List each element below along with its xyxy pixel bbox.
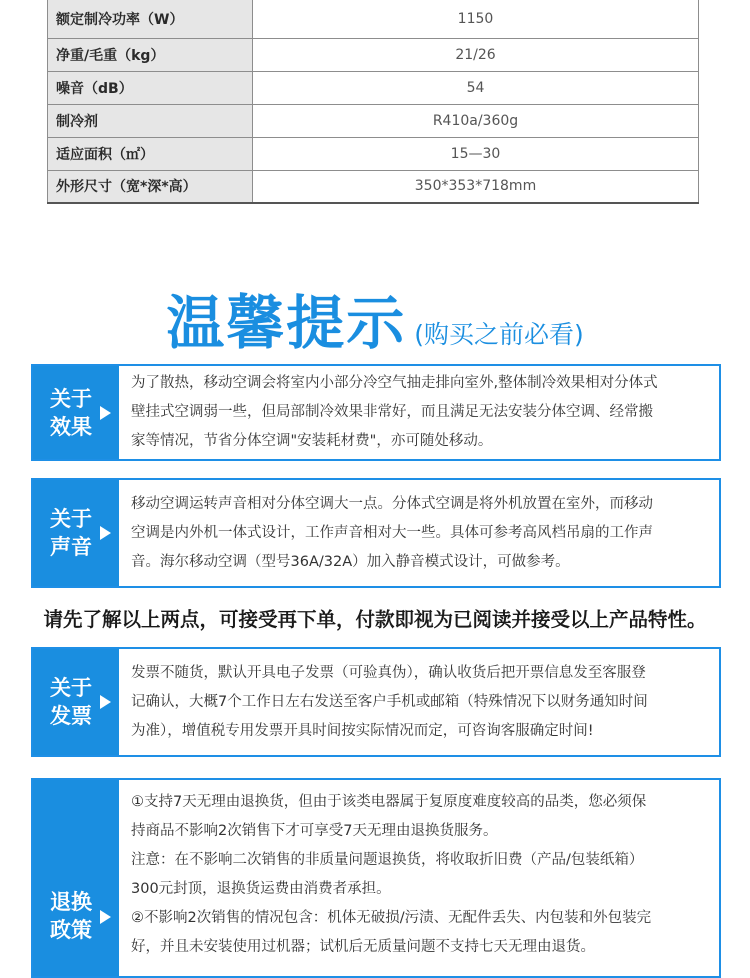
- notice-body: [131, 480, 709, 586]
- spec-table: [47, 0, 699, 204]
- notice-line: 注意：在不影响二次销售的非质量问题退换货，将收取折旧费（产品/包装纸箱）: [131, 852, 644, 868]
- notice-effect: [31, 364, 721, 461]
- notice-line: 持商品不影响2次销售下才可享受7天无理由退换货服务。: [131, 823, 498, 839]
- spec-row: [48, 38, 699, 71]
- notice-body: [131, 649, 709, 755]
- notice-line: ①支持7天无理由退换货，但由于该类电器属于复原度难度较高的品类，您必须保: [131, 794, 647, 810]
- notice-body: [131, 366, 709, 459]
- notice-line: ②不影响2次销售的情况包含：机体无破损/污渍、无配件丢失、内包装和外包装完: [131, 910, 652, 926]
- spec-row: [48, 0, 699, 38]
- spec-label: 制冷剂: [48, 104, 253, 137]
- notice-return-policy: [31, 778, 721, 978]
- notice-tag-label: 关于 发票: [50, 676, 92, 728]
- notice-line: 家等情况，节省分体空调"安装耗材费"，亦可随处移动。: [131, 433, 493, 449]
- triangle-right-icon: [100, 695, 111, 709]
- notice-line: 空调是内外机一体式设计，工作声音相对大一些。具体可参考高风档吊扇的工作声: [131, 524, 653, 541]
- spec-value: 15—30: [253, 137, 699, 170]
- spec-row: [48, 104, 699, 137]
- notice-line: 记确认，大概7个工作日左右发送至客户手机或邮箱（特殊情况下以财务通知时间: [131, 693, 648, 710]
- notice-tag-label: 关于 声音: [50, 507, 92, 559]
- spec-row: [48, 71, 699, 104]
- tips-heading: [0, 276, 750, 360]
- notice-tag: [33, 780, 119, 976]
- notice-line: 移动空调运转声音相对分体空调大一点。分体式空调是将外机放置在室外，而移动: [131, 495, 653, 512]
- spec-label: 噪音（dB）: [48, 71, 253, 104]
- purchase-warning: 请先了解以上两点，可接受再下单，付款即视为已阅读并接受以上产品特性。: [43, 608, 707, 631]
- triangle-right-icon: [100, 910, 111, 924]
- spec-value: 350*353*718mm: [253, 170, 699, 203]
- notice-tag: [33, 366, 119, 459]
- spec-label: 额定制冷功率（W）: [48, 0, 253, 38]
- notice-tag-label: 关于 效果: [50, 386, 92, 439]
- notice-line: 为了散热，移动空调会将室内小部分冷空气抽走排向室外,整体制冷效果相对分体式: [131, 375, 658, 391]
- spec-label: 外形尺寸（宽*深*高）: [48, 170, 253, 203]
- tips-subtitle: (购买之前必看): [414, 320, 584, 349]
- notice-line: 壁挂式空调弱一些，但局部制冷效果非常好，而且满足无法安装分体空调、经常搬: [131, 404, 653, 420]
- spec-row: [48, 137, 699, 170]
- notice-tag: [33, 649, 119, 755]
- notice-invoice: [31, 647, 721, 757]
- spec-value: 54: [253, 71, 699, 104]
- spec-value: 21/26: [253, 38, 699, 71]
- triangle-right-icon: [100, 526, 111, 540]
- spec-label: 净重/毛重（kg）: [48, 38, 253, 71]
- triangle-right-icon: [100, 406, 111, 420]
- notice-line: 音。海尔移动空调（型号36A/32A）加入静音模式设计，可做参考。: [131, 553, 570, 570]
- notice-tag: [33, 480, 119, 586]
- notice-line: 为准），增值税专用发票开具时间按实际情况而定，可咨询客服确定时间!: [131, 722, 594, 739]
- notice-line: 300元封顶，退换货运费由消费者承担。: [131, 881, 391, 897]
- notice-tag-label: 退换 政策: [50, 890, 92, 942]
- spec-value: 1150: [253, 0, 699, 38]
- notice-sound: [31, 478, 721, 588]
- notice-line: 发票不随货，默认开具电子发票（可验真伪），确认收货后把开票信息发至客服登: [131, 664, 646, 681]
- spec-row: [48, 170, 699, 203]
- spec-value: R410a/360g: [253, 104, 699, 137]
- notice-line: 好，并且未安装使用过机器；试机后无质量问题不支持七天无理由退货。: [131, 939, 595, 955]
- spec-label: 适应面积（㎡）: [48, 137, 253, 170]
- tips-title: 温馨提示: [166, 289, 407, 357]
- notice-body: [131, 780, 709, 976]
